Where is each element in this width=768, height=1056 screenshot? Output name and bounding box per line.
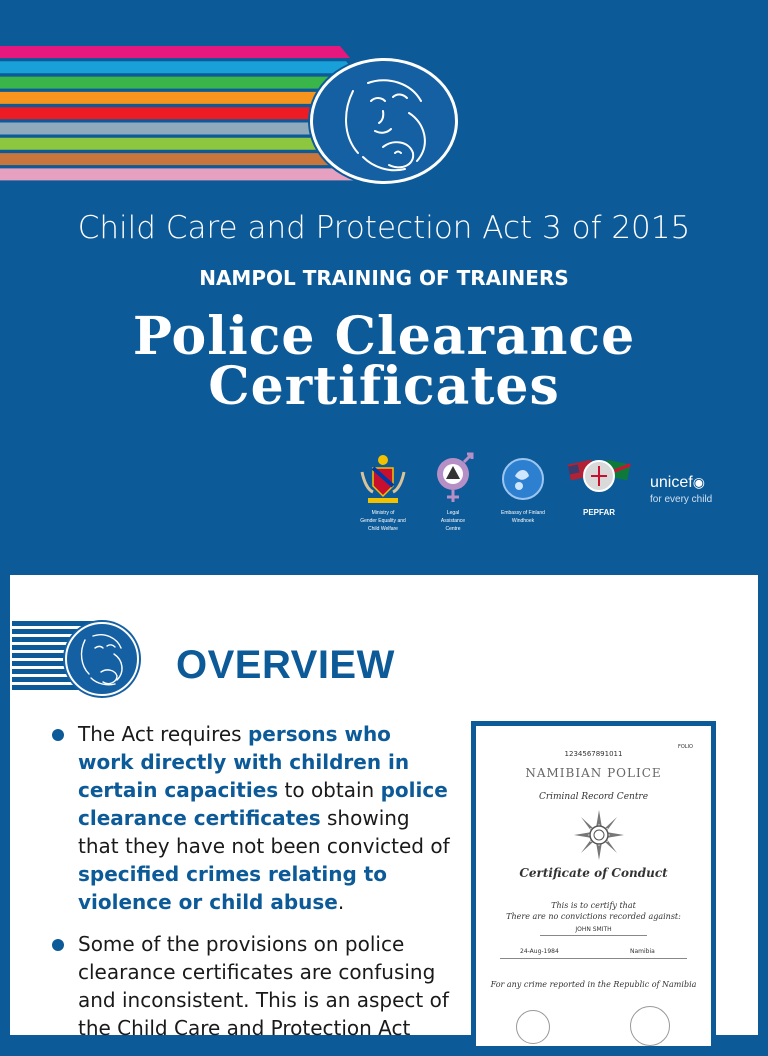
bullet1-highlight-2: police clearance certificates (78, 778, 448, 830)
bullet1-text-3: showing that they have not been convicted of (78, 806, 450, 858)
bullet1-highlight-3: specified crimes relating to violence or child abuse (78, 862, 388, 914)
partner-caption-2b: Assistance (440, 518, 466, 524)
unicef-name: unicef (650, 474, 693, 491)
legal-assistance-centre-icon (430, 452, 476, 506)
cert-centre: Criminal Record Centre (538, 792, 649, 802)
partner-pepfar (563, 452, 635, 517)
partner-ministry (350, 452, 416, 533)
partner-caption-4a: PEPFAR (582, 508, 615, 517)
partner-finland (490, 452, 556, 525)
certificate-image (471, 721, 716, 1051)
unicef-globe-icon: ◉ (692, 474, 705, 490)
partner-caption-2c: Centre (445, 526, 461, 532)
cert-certify-line2: There are no convictions recorded against: (506, 912, 681, 921)
bullet1-text-4: . (337, 890, 345, 914)
cert-dob: 24-Aug-1984 (520, 948, 559, 955)
certificate-of-conduct (480, 730, 707, 1046)
title-line-2: Certificates (208, 356, 560, 417)
cert-crime-line: For any crime reported in the Republic of Namibia (490, 980, 697, 989)
partner-caption-3b: Windhoek (511, 518, 535, 524)
partner-logos (350, 452, 750, 552)
bullet-item (50, 720, 450, 916)
stripe-2 (0, 61, 356, 73)
overview-bullets (50, 720, 450, 1056)
training-subtitle: NAMPOL TRAINING OF TRAINERS (199, 266, 569, 290)
cert-folio: FOLIO (677, 744, 693, 750)
unicef-tagline: for every child (650, 494, 713, 505)
finland-embassy-icon (499, 452, 547, 506)
title-line-1: Police Clearance (132, 306, 636, 367)
bullet1-highlight-1: persons who work directly with children in certain capacities (78, 722, 410, 802)
bullet-item (50, 930, 450, 1042)
act-title: Child Care and Protection Act 3 of 2015 (77, 210, 691, 246)
mother-child-logo-icon (310, 58, 458, 184)
partner-caption-1c: Child Welfare (368, 526, 398, 532)
partner-caption-1a: Ministry of (371, 510, 395, 516)
cert-details-underline (500, 958, 687, 959)
stripe-3 (0, 77, 362, 89)
coat-of-arms-icon (356, 452, 410, 506)
bullet2-text: Some of the provisions on police clearance certificates are confusing and inconsistent. This is an aspect of the Child Care and Protection Act (78, 932, 449, 1040)
cert-name: JOHN SMITH (575, 926, 612, 933)
stripe-1 (0, 46, 350, 58)
cert-signature-stamp (516, 1010, 550, 1044)
cert-certify-line1: This is to certify that (551, 901, 636, 910)
partner-caption-2a: Legal (446, 510, 460, 516)
cert-name-underline (540, 935, 647, 936)
unicef-logo (650, 474, 712, 505)
police-star-emblem-icon (574, 810, 624, 860)
cert-issuer: NAMIBIAN POLICE (525, 766, 662, 780)
overview-slide (10, 575, 758, 1040)
cert-nationality: Namibia (630, 948, 655, 955)
bullet1-text-1: The Act requires (78, 722, 248, 746)
cert-certify-text (480, 900, 707, 922)
cert-official-stamp (630, 1006, 670, 1046)
overview-logo-icon (65, 622, 139, 696)
slide-main-title (0, 306, 768, 417)
partner-caption-3a: Embassy of Finland (501, 510, 545, 516)
pepfar-icon (565, 452, 633, 506)
partner-caption-1b: Gender Equality and (360, 518, 406, 524)
partner-lac (425, 452, 481, 533)
cert-title: Certificate of Conduct (519, 866, 668, 880)
cert-number: 1234567891011 (564, 750, 623, 758)
bullet1-text-2: to obtain (278, 778, 381, 802)
overview-title: OVERVIEW (176, 643, 395, 687)
